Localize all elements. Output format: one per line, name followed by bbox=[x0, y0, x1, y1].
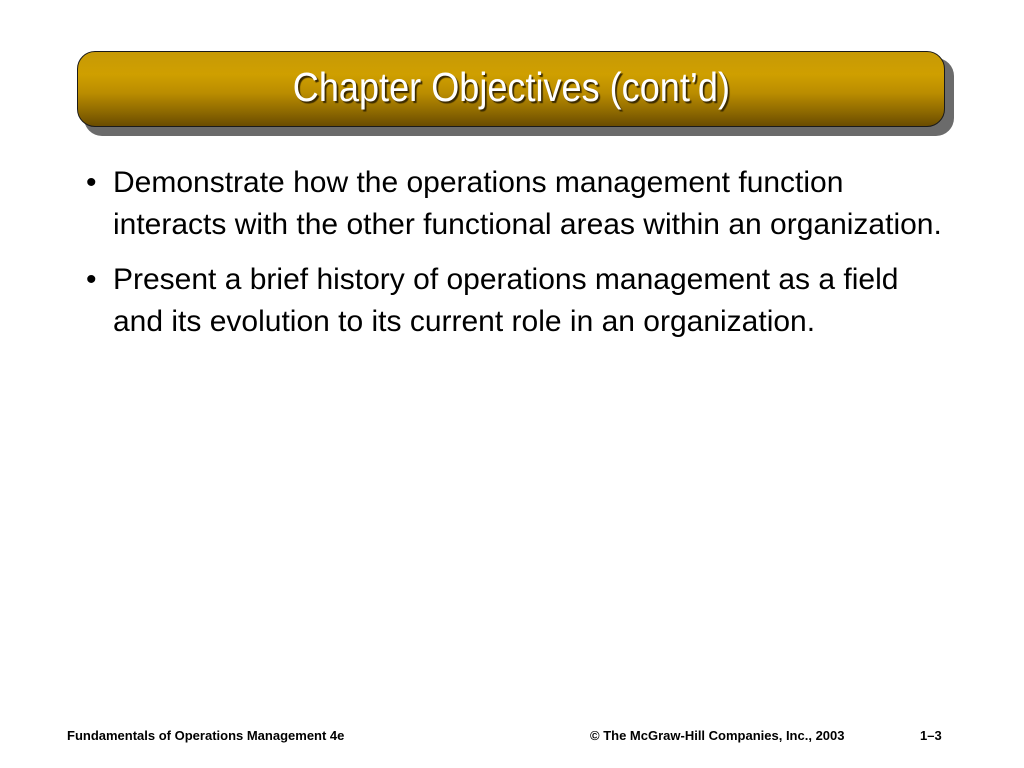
bullet-marker: • bbox=[86, 166, 97, 199]
bullet-marker: • bbox=[86, 263, 97, 296]
title-bar bbox=[77, 51, 945, 127]
bullet-text: Present a brief history of operations management as a field and its evolution to its current role in an organization. bbox=[113, 263, 899, 338]
footer-book-title: Fundamentals of Operations Management 4e bbox=[67, 728, 345, 743]
slide-title: Chapter Objectives (cont’d) bbox=[292, 63, 730, 110]
bullet-list bbox=[86, 162, 956, 356]
footer-page-number: 1–3 bbox=[920, 728, 942, 743]
bullet-item bbox=[86, 259, 956, 343]
bullet-item bbox=[86, 162, 956, 246]
bullet-text: Demonstrate how the operations management function interacts with the other functional areas within an organization. bbox=[113, 166, 942, 241]
footer-copyright: © The McGraw-Hill Companies, Inc., 2003 bbox=[590, 728, 845, 743]
